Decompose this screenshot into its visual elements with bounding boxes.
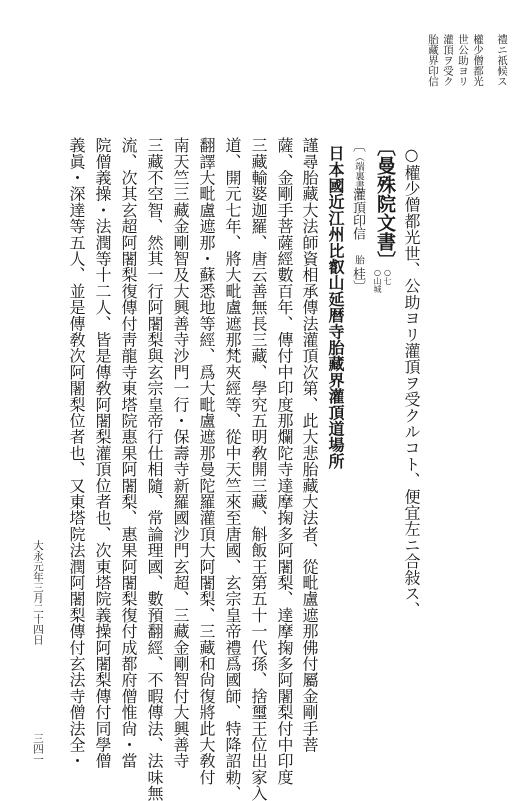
body-line-6: 南天竺三藏金剛智及大興善寺沙門一行・保壽寺新羅國沙門玄超、三藏金剛智付大興善寺 xyxy=(171,137,190,769)
body-line-7: 三藏不空智、然其一行阿闍梨與玄宗皇帝行仕相隨、常論理國、數預翻經、不暇傳法、法味無 xyxy=(145,137,164,801)
body-line-10: 義眞・深達等五人、並是傳敎次阿闍梨位者也、又東塔院法潤阿闍梨傳付玄法寺僧法全・ xyxy=(67,137,86,769)
margin-note-line-4: 胎藏界印信 xyxy=(427,34,439,87)
body-line-9: 院僧義操・法潤等十二人、皆是傳敎阿闍梨灌頂位者也、次東塔院義操阿闍梨傳付同學僧 xyxy=(93,137,112,769)
subtitle-annotation-end: 胎 xyxy=(353,255,364,265)
page-number: 三四一 xyxy=(32,733,44,765)
page-heading-text: 禮ニ祇候ス xyxy=(496,34,508,87)
source-note-number: ○七 xyxy=(383,268,392,285)
subtitle-open-bracket: 〔 xyxy=(350,139,365,152)
intro-line: ○權少僧都光世、公助ヨリ灌頂ヲ受クルコト、便宜左ニ合敍ス、 xyxy=(402,145,421,618)
body-line-8: 流、次其玄超阿闍梨復傳付靑龍寺東塔院惠果阿闍梨、惠果阿闍梨復付成都府僧惟尙・當 xyxy=(119,137,138,769)
source-note-place: ○山城 xyxy=(373,268,382,293)
body-line-2: 薩、金剛手菩薩經數百年、傳付中印度那爛陀寺達摩掬多阿闍梨、達摩掬多阿闍梨付中印度 xyxy=(275,137,294,785)
body-line-3: 三藏輸婆迦羅、唐云善無長三藏、學究五明敎開三藏、斛飯王第五十一代孫、捨璽王位出家入 xyxy=(249,137,268,801)
body-line-5: 翻譯大毗盧遮那・蘇悉地等經、爲大毗盧遮那曼陀羅灌頂大阿闍梨、三藏和尙復將此大敎付 xyxy=(197,137,216,785)
subtitle-main: 灌頂印信 xyxy=(350,188,365,240)
place-line: 日本國近江州比叡山延暦寺胎藏界灌頂道場所 xyxy=(326,145,345,469)
body-line-1: 謹尋胎藏大法師資相承傳法灌頂次第、此大悲胎藏大法者、從毗盧遮那佛付屬金剛手菩 xyxy=(300,137,319,753)
subtitle-annotation: （端裏書） xyxy=(353,152,364,200)
margin-note-line-3: 灌頂ヲ受ク xyxy=(442,34,454,87)
source-title: 〔曼殊院文書〕 xyxy=(374,137,396,270)
margin-note-line-2: 世公助ヨリ xyxy=(457,34,469,87)
margin-note-line-1: 權少僧都光 xyxy=(472,34,484,87)
body-line-4: 道、開元七年、將大毗盧遮那梵夾經等、從中天竺來至唐國、玄宗皇帝禮爲國師、特降詔勅、 xyxy=(223,137,242,801)
date-line: 大永元年三月二十四日 xyxy=(32,540,44,645)
page-heading xyxy=(493,34,507,124)
subtitle-tail: 桂〕 xyxy=(350,267,365,293)
